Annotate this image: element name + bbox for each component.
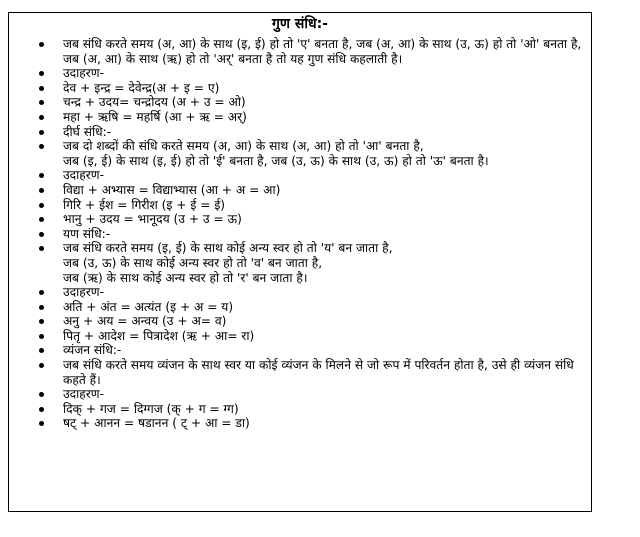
list-item xyxy=(9,329,591,344)
bullet-icon xyxy=(39,86,44,91)
list-item xyxy=(9,212,591,227)
list-item xyxy=(9,125,591,140)
list-item-text: दिक् + गज = दिग्गज (क् + ग = ग्ग) xyxy=(63,401,239,416)
list-item-text: जब संधि करते समय (इ, ई) के साथ कोई अन्य स्वर हो तो 'य' बन जाता है, जब (उ, ऊ) के साथ कोई अन्य स्वर हो तो 'व' बन जाता है, जब (ऋ) के साथ कोई अन्य स्वर हो तो 'र' बन जाता है। xyxy=(63,241,393,285)
list-item-text: व्यंजन संधि:- xyxy=(63,343,122,358)
bullet-icon xyxy=(39,232,44,237)
list-item-text: देव + इन्द्र = देवेन्द्र(अ + इ = ए) xyxy=(63,80,220,95)
list-item-text: उदाहरण- xyxy=(63,168,104,183)
bullet-icon xyxy=(39,246,44,251)
list-item xyxy=(9,95,591,110)
list-item xyxy=(9,416,591,431)
list-item-text: गिरि + ईश = गिरीश (इ + ई = ई) xyxy=(63,197,226,212)
bullet-icon xyxy=(39,217,44,222)
bullet-icon xyxy=(39,42,44,47)
list-item xyxy=(9,314,591,329)
bullet-icon xyxy=(39,421,44,426)
bullet-icon xyxy=(39,319,44,324)
bullet-list xyxy=(9,37,591,431)
list-item xyxy=(9,110,591,125)
bullet-icon xyxy=(39,173,44,178)
list-item xyxy=(9,37,591,66)
list-item-text: जब दो शब्दों की संधि करते समय (अ, आ) के साथ (अ, आ) हो तो 'आ' बनता है, जब (इ, ई) के साथ (इ, ई) हो तो 'ई' बनता है, जब (उ, ऊ) के साथ (उ, ऊ) हो तो 'ऊ' बनता है। xyxy=(63,139,489,168)
list-item-text: विद्या + अभ्यास = विद्याभ्यास (आ + अ = आ) xyxy=(63,182,281,197)
document-title: गुण संधि:- xyxy=(272,16,328,32)
list-item xyxy=(9,139,591,168)
list-item-text: जब संधि करते समय व्यंजन के साथ स्वर या कोई व्यंजन के मिलने से जो रूप में परिवर्तन होता है, उसे ही व्यंजन संधि कहते हैं। xyxy=(63,358,574,387)
list-item xyxy=(9,168,591,183)
bullet-icon xyxy=(39,71,44,76)
list-item xyxy=(9,285,591,300)
list-item xyxy=(9,387,591,402)
list-item-text: उदाहरण- xyxy=(63,66,104,81)
list-item-text: दीर्घ संधि:- xyxy=(63,124,112,139)
list-item xyxy=(9,198,591,213)
list-item xyxy=(9,402,591,417)
list-item-text: यण संधि:- xyxy=(63,226,111,241)
list-item xyxy=(9,81,591,96)
bullet-icon xyxy=(39,203,44,208)
bullet-icon xyxy=(39,407,44,412)
bullet-icon xyxy=(39,363,44,368)
list-item xyxy=(9,300,591,315)
list-item-text: उदाहरण- xyxy=(63,387,104,402)
bullet-icon xyxy=(39,100,44,105)
bullet-icon xyxy=(39,130,44,135)
list-item xyxy=(9,66,591,81)
bullet-icon xyxy=(39,348,44,353)
bullet-icon xyxy=(39,290,44,295)
list-item-text: अति + अंत = अत्यंत (इ + अ = य) xyxy=(63,299,234,314)
list-item xyxy=(9,227,591,242)
list-item-text: पितृ + आदेश = पित्रादेश (ऋ + आ= रा) xyxy=(63,328,255,343)
bullet-icon xyxy=(39,334,44,339)
bullet-icon xyxy=(39,188,44,193)
bullet-icon xyxy=(39,115,44,120)
list-item-text: षट् + आनन = षडानन ( ट् + आ = डा) xyxy=(63,416,250,431)
list-item xyxy=(9,343,591,358)
bullet-icon xyxy=(39,305,44,310)
bullet-icon xyxy=(39,392,44,397)
bullet-icon xyxy=(39,144,44,149)
list-item-text: भानु + उदय = भानूदय (उ + उ = ऊ) xyxy=(63,212,242,227)
list-item xyxy=(9,241,591,285)
list-item xyxy=(9,183,591,198)
list-item-text: अनु + अय = अन्वय (उ + अ= व) xyxy=(63,314,227,329)
list-item-text: चन्द्र + उदय= चन्द्रोदय (अ + उ = ओ) xyxy=(63,95,246,110)
list-item-text: उदाहरण- xyxy=(63,285,104,300)
document-box xyxy=(8,12,592,512)
list-item xyxy=(9,358,591,387)
list-item-text: जब संधि करते समय (अ, आ) के साथ (इ, ई) हो तो 'ए' बनता है, जब (अ, आ) के साथ (उ, ऊ) हो तो 'ओ' बनता है, जब (अ, आ) के साथ (ऋ) हो तो 'अर्' बनता है तो यह गुण संधि कहलाती है। xyxy=(63,37,582,66)
list-item-text: महा + ऋषि = महर्षि (आ + ऋ = अर्) xyxy=(63,109,247,124)
